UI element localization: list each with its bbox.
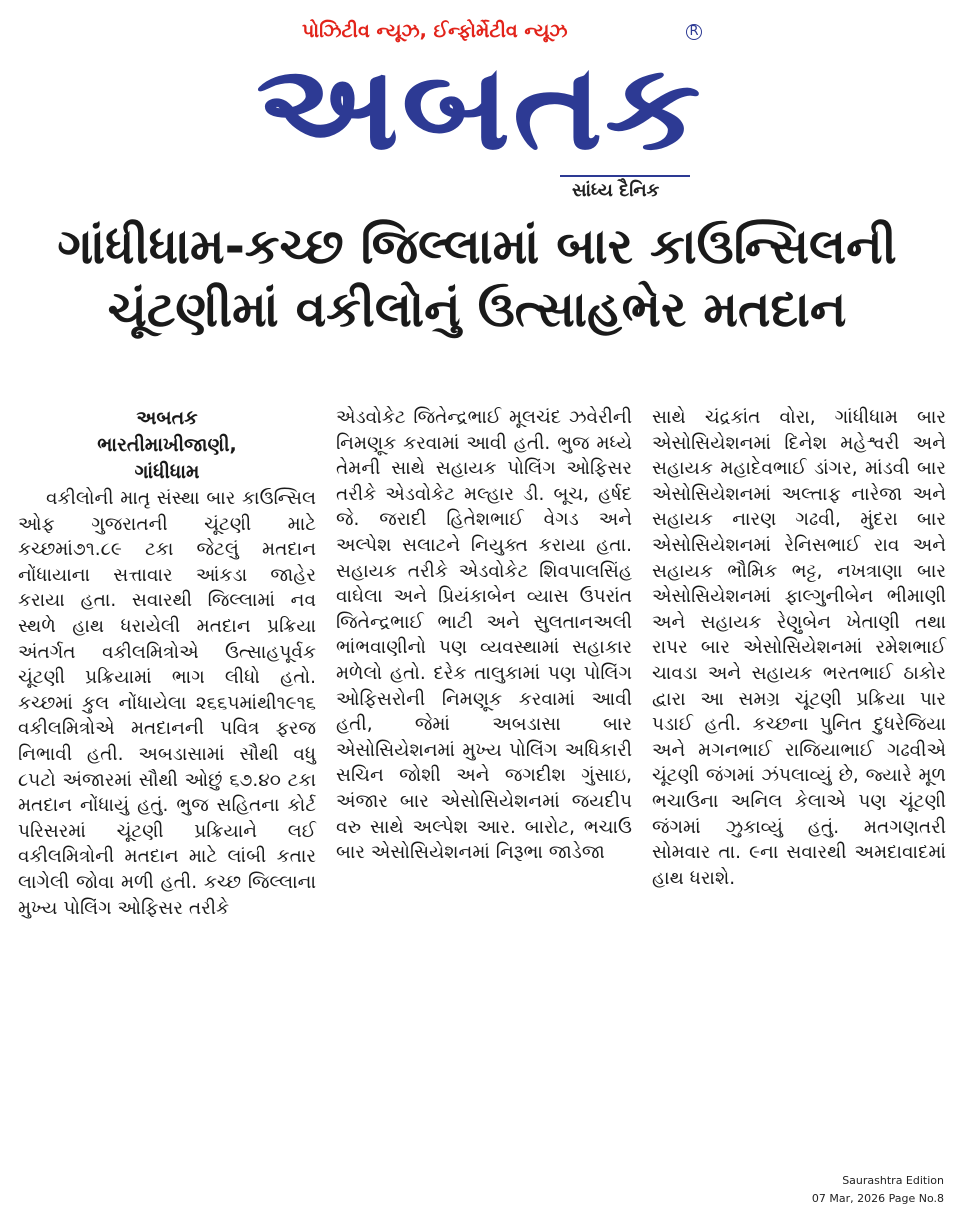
column-2-text: એડવોકેટ જિતેન્દ્રભાઈ મૂલચંદ ઝવેરીની નિમણૂક કરવામાં આવી હતી. ભુજ મધ્યે તેમની સાથે સહાયક પોલિંગ ઓફિસર તરીકે એડવોકેટ મલ્હાર ડી. બૂચ, હર્ષદ જે. જરાદી હિતેશભાઈ વેગડ અને અલ્પેશ સલાટને નિયુક્ત કરાયા હતા. સહાયક તરીકે એડવોકેટ શિવપાલસિંહ વાઘેલા અને પ્રિયંકાબેન વ્યાસ ઉપરાંત જિતેન્દ્રભાઈ ભાટી અને સુલતાનઅલી ભાંભવાણીનો પણ વ્યવસ્થામાં સહાકાર મળેલો હતો. દરેક તાલુકામાં પણ પોલિંગ ઓફિસરોની નિમણૂક કરવામાં આવી હતી, જેમાં અબડાસા બાર એસોસિયેશનમાં મુખ્ય પોલિંગ અધિકારી સચિન જોશી અને જગદીશ ગુંસાઇ, અંજાર બાર એસોસિયેશનમાં જયદીપ વરુ સાથે અલ્પેશ આર. બારોટ, ભચાઉ બાર એસોસિયેશનમાં નિરૂભા જાડેજા bbox=[336, 407, 632, 864]
masthead bbox=[0, 0, 954, 205]
byline-source: અબતક bbox=[136, 407, 198, 429]
article-column-2 bbox=[336, 405, 632, 866]
edition-name: Saurashtra Edition bbox=[842, 1174, 944, 1187]
edition-type-label: સાંધ્ય દૈનિક bbox=[572, 180, 660, 201]
byline-author: ભારતીમાખીજાણી, bbox=[97, 434, 237, 456]
article-column-3 bbox=[652, 405, 946, 891]
headline-line-2: ચૂંટણીમાં વકીલોનું ઉત્સાહભેર મતદાન bbox=[107, 281, 847, 338]
masthead-tagline: પોઝિટીવ ન્યૂઝ, ઈન્ફોર્મેટીવ ન્યૂઝ bbox=[302, 20, 568, 42]
byline-place: ગાંધીધામ bbox=[134, 461, 200, 483]
article-headline bbox=[0, 215, 954, 341]
registered-mark-icon: R bbox=[686, 24, 702, 40]
headline-line-1: ગાંધીધામ-કચ્છ જિલ્લામાં બાર કાઉન્સિલની bbox=[57, 218, 897, 275]
logo-underline bbox=[560, 175, 690, 177]
article-column-1 bbox=[18, 405, 316, 921]
page-footer bbox=[812, 1172, 944, 1208]
byline bbox=[18, 405, 316, 486]
column-1-text: વકીલોની માતૃ સંસ્થા બાર કાઉન્સિલ ઓફ ગુજરાતની ચૂંટણી માટે કચ્છમાં૭૧.૮૯ ટકા જેટલું મતદાન નોંધાયાના સત્તાવાર આંકડા જાહેર કરાયા હતા. સવારથી જિલ્લામાં નવ સ્થળે હાથ ધરાયેલી મતદાન પ્રક્રિયા અંતર્ગત વકીલમિત્રોએ ઉત્સાહપૂર્વક ચૂંટણી પ્રક્રિયામાં ભાગ લીધો હતો. કચ્છમાં કુલ નોંધાયેલા ૨૬૬૫માંથી૧૯૧૬ વકીલમિત્રોએ મતદાનની પવિત્ર ફરજ નિભાવી હતી. અબડાસામાં સૌથી વધુ ૮૫ટો અંજારમાં સૌથી ઓછું ૬૭.૪૦ ટકા મતદાન નોંધાયું હતું. ભુજ સહિતના કોર્ટ પરિસરમાં ચૂંટણી પ્રક્રિયાને લઈ વકીલમિત્રોની મતદાન માટે લાંબી કતાર લાગેલી જોવા મળી હતી. કચ્છ જિલ્લાના મુખ્ય પોલિંગ ઓફિસર તરીકે bbox=[18, 488, 316, 919]
column-3-text: સાથે ચંદ્રકાંત વોરા, ગાંધીધામ બાર એસોસિયેશનમાં દિનેશ મહેશ્વરી અને સહાયક મહાદેવભાઈ ડાંગર, માંડવી બાર એસોસિયેશનમાં અલ્તાફ નારેજા અને સહાયક નારણ ગઢવી, મુંદરા બાર એસોસિયેશનમાં રેનિસભાઈ રાવ અને સહાયક ભૌમિક ભટ્ટ, નખત્રાણા બાર એસોસિયેશનમાં ફાલ્ગુનીબેન ભીમાણી અને સહાયક રેણુબેન ખેતાણી તથા રાપર બાર એસોસિયેશનમાં રમેશભાઈ ચાવડા અને સહાયક ભરતભાઈ ઠાકોર દ્વારા આ સમગ્ર ચૂંટણી પ્રક્રિયા પાર પડાઈ હતી. કચ્છના પુનિત દુધરેજિયા અને મગનભાઈ રાજિયાભાઈ ગઢવીએ ચૂંટણી જંગમાં ઝંપલાવ્યું છે, જ્યારે મૂળ ભચાઉના અનિલ કેલાએ પણ ચૂંટણી જંગમાં ઝુકાવ્યું હતું. મતગણતરી સોમવાર તા. ૯ના સવારથી અમદાવાદમાં હાથ ધરાશે. bbox=[652, 407, 946, 889]
newspaper-logo: અબતક bbox=[256, 42, 704, 172]
date-page-number: 07 Mar, 2026 Page No.8 bbox=[811, 1192, 944, 1205]
